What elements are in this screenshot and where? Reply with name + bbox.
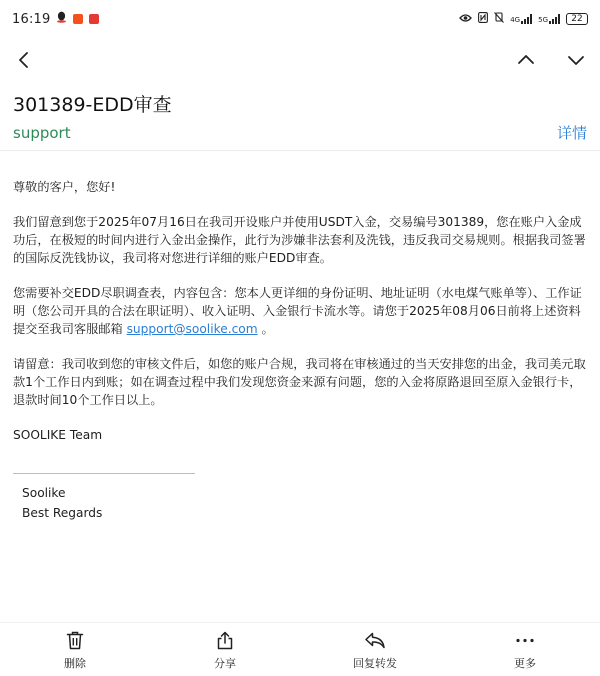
status-right <box>459 12 588 26</box>
more-button[interactable] <box>470 631 580 671</box>
details-link[interactable]: 详情 <box>556 124 587 142</box>
signature-divider <box>13 473 195 474</box>
paragraph-3: 请留意：我司收到您的审核文件后，如您的账户合规，我司将在审核通过的当天安排您的出金，我司美元取款1个工作日内到账；如在调查过程中我们发现您资金来源有问题，您的入金将原路退回至原入金银行卡，退款时间10个工作日以上。 <box>13 357 586 407</box>
signature-block <box>22 483 102 523</box>
chevron-down-icon <box>567 53 585 67</box>
delete-label: 删除 <box>64 657 86 670</box>
email-body <box>13 178 587 444</box>
chevron-up-icon <box>517 53 535 67</box>
share-icon <box>216 631 234 650</box>
paragraph-2-end: 。 <box>257 322 274 336</box>
signal-strength-icon <box>510 14 532 24</box>
toolbar-divider <box>0 622 600 623</box>
bottom-toolbar <box>0 628 600 674</box>
more-dots-icon <box>515 631 535 650</box>
paragraph-2-text: 您需要补交EDD尽职调查表，内容包含：您本人更详细的身份证明、地址证明（水电煤气账单等）、工作证明（您公司开具的合法在职证明）、收入证明、入金银行卡流水等。请您于2025年08月06日前将上述资料提交至我司客服邮箱 <box>13 286 582 336</box>
share-label: 分享 <box>214 657 236 670</box>
reply-forward-button[interactable] <box>320 631 430 671</box>
signature-regards: Best Regards <box>22 506 103 520</box>
header-divider <box>0 150 600 151</box>
previous-email-button[interactable] <box>514 48 538 72</box>
greeting: 尊敬的客户，您好! <box>13 180 116 194</box>
paragraph-2 <box>13 284 587 338</box>
nfc-icon <box>478 12 488 26</box>
status-bar <box>0 0 600 38</box>
reply-icon <box>364 631 386 650</box>
share-button[interactable] <box>170 631 280 671</box>
nav-right <box>514 48 588 72</box>
sender-name[interactable]: support <box>13 123 71 142</box>
status-left <box>12 11 99 27</box>
trash-icon <box>66 631 84 650</box>
network-type-2: 5G <box>538 16 548 24</box>
paragraph-1: 我们留意到您于2025年07月16日在我司开设账户并使用USDT入金，交易编号301389，您在账户入金成功后，在极短的时间内进行入金出金操作，此行为涉嫌非法套利及洗钱，违反我司交易规则。根据我司签署的国际反洗钱协议，我司将对您进行详细的账户EDD审查。 <box>13 215 586 265</box>
sender-row <box>13 122 587 143</box>
next-email-button[interactable] <box>564 48 588 72</box>
signature-company: Soolike <box>22 486 66 500</box>
eye-icon <box>459 13 472 26</box>
chevron-left-icon <box>17 51 31 69</box>
nav-bar <box>0 42 600 78</box>
signal-strength-icon-2 <box>538 14 560 24</box>
email-subject: 301389-EDD审查 <box>13 94 172 116</box>
network-type-1: 4G <box>510 16 521 24</box>
battery-icon: 22 <box>566 13 588 25</box>
reply-forward-label: 回复转发 <box>353 657 397 670</box>
more-label: 更多 <box>514 657 536 670</box>
qq-icon <box>56 11 67 27</box>
delete-button[interactable] <box>20 631 130 671</box>
app-notification-icon-2 <box>89 14 99 24</box>
status-time: 16:19 <box>12 11 51 27</box>
support-email-link[interactable]: support@soolike.com <box>126 322 258 336</box>
mute-icon <box>494 12 504 26</box>
back-button[interactable] <box>12 48 36 72</box>
team-signoff: SOOLIKE Team <box>13 428 103 442</box>
app-notification-icon <box>73 14 83 24</box>
